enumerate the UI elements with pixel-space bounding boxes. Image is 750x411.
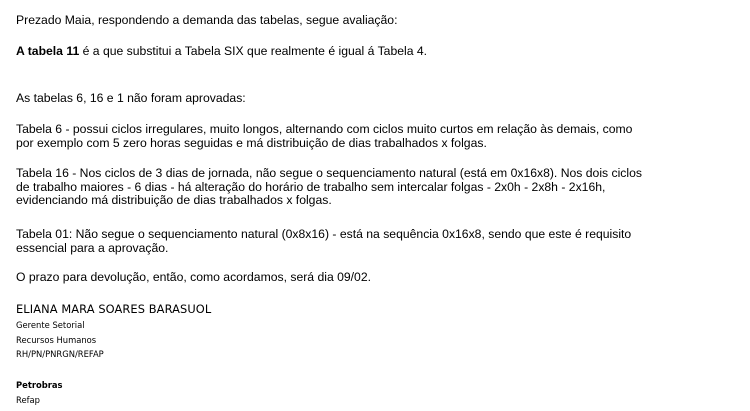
- tabela-16-paragraph: Tabela 16 - Nos ciclos de 3 dias de jornada, não segue o sequenciamento natural (está em 0x16x8). Nos dois ciclos de trabalho maiores - 6 dias - há alteração do horário de trabalho sem intercalar folgas - 2x0h - 2x8h - 2x16h, evidenciando má distribuição de dias trabalhados x folgas.: [16, 166, 642, 208]
- greeting-text: Prezado Maia, respondendo a demanda das tabelas, segue avaliação:: [16, 13, 398, 27]
- signature-department: Recursos Humanos: [16, 335, 97, 345]
- signature-company: Petrobras: [16, 380, 63, 390]
- signature-site: Refap: [16, 395, 40, 405]
- tabela-11-bold: A tabela 11: [16, 44, 80, 58]
- tabela-6-paragraph: Tabela 6 - possui ciclos irregulares, muito longos, alternando com ciclos muito curtos em relação às demais, como por exemplo com 5 zero horas seguidas e má distribuição de dias trabalhados x folgas.: [16, 122, 633, 150]
- not-approved-intro: As tabelas 6, 16 e 1 não foram aprovadas:: [16, 91, 246, 105]
- replacement-statement: [16, 45, 427, 59]
- replacement-statement-rest: é a que substitui a Tabela SIX que realmente é igual á Tabela 4.: [79, 44, 428, 58]
- tabela-01-paragraph: Tabela 01: Não segue o sequenciamento natural (0x8x16) - está na sequência 0x16x8, sendo que este é requisito essencial para a aprovação.: [16, 227, 632, 255]
- signature-name: ELIANA MARA SOARES BARASUOL: [16, 302, 212, 316]
- signature-role: Gerente Setorial: [16, 320, 85, 330]
- signature-unit: RH/PN/PNRGN/REFAP: [16, 349, 104, 359]
- deadline-paragraph: O prazo para devolução, então, como acordamos, será dia 09/02.: [16, 270, 372, 284]
